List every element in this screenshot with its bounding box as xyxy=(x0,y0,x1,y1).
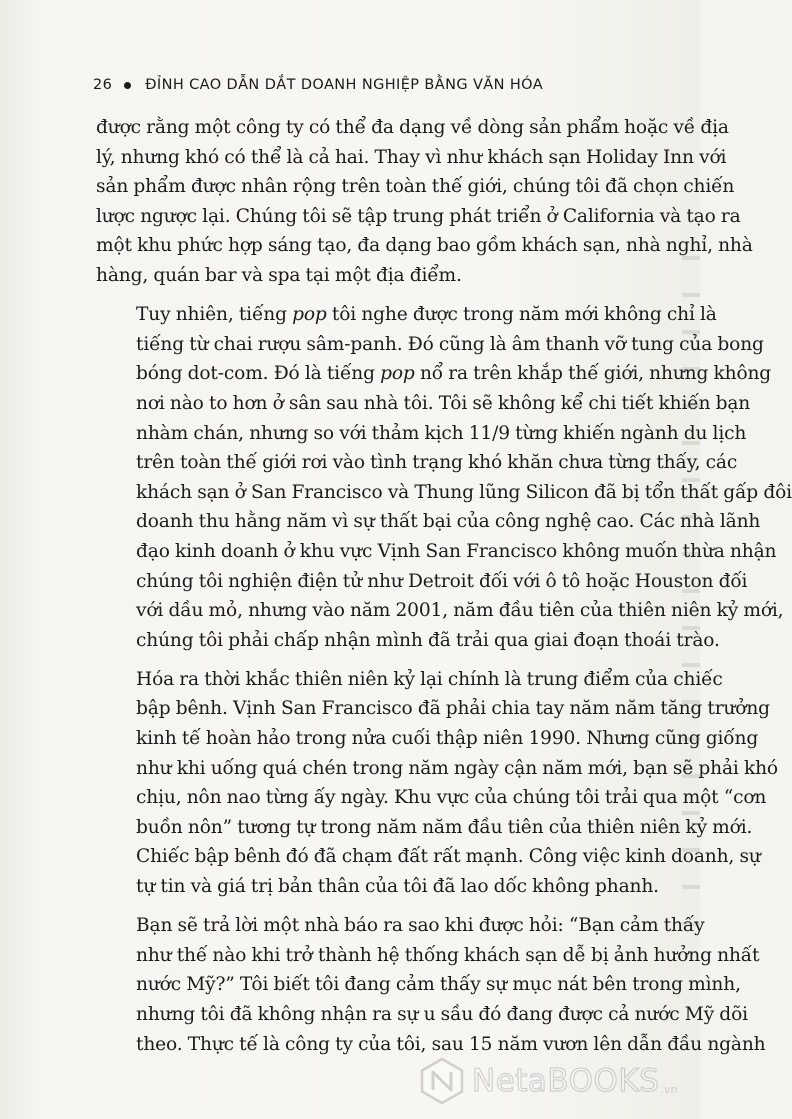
text-line: với dầu mỏ, nhưng vào năm 2001, năm đầu tiên của thiên niên kỷ mới, xyxy=(136,600,784,622)
page-number: 26 xyxy=(93,77,113,93)
text-line: doanh thu hằng năm vì sự thất bại của công nghệ cao. Các nhà lãnh xyxy=(136,511,761,533)
text-line: như khi uống quá chén trong năm ngày cận năm mới, bạn sẽ phải khó xyxy=(136,757,778,779)
netabooks-logo-icon xyxy=(418,1057,466,1105)
paragraph xyxy=(96,113,753,291)
body-text xyxy=(96,113,792,1059)
book-title: ĐỈNH CAO DẪN DẮT DOANH NGHIỆP BẰNG VĂN HÓA xyxy=(145,77,544,93)
text-line: lược ngược lại. Chúng tôi sẽ tập trung phát triển ở California và tạo ra xyxy=(96,205,741,227)
watermark-suffix: .vn xyxy=(660,1083,678,1096)
text-line: như thế nào khi trở thành hệ thống khách sạn dễ bị ảnh hưởng nhất xyxy=(136,944,760,966)
text-line: được rằng một công ty có thể đa dạng về dòng sản phẩm hoặc về địa xyxy=(96,117,729,138)
text-line: khách sạn ở San Francisco và Thung lũng Silicon đã bị tổn thất gấp đôi xyxy=(136,481,792,503)
text-line: chúng tôi nghiện điện tử như Detroit đối với ô tô hoặc Houston đối xyxy=(136,570,748,592)
text-line: một khu phức hợp sáng tạo, đa dạng bao gồm khách sạn, nhà nghỉ, nhà xyxy=(96,235,753,257)
text-line: buồn nôn” tương tự trong năm năm đầu tiên của thiên niên kỷ mới. xyxy=(136,816,753,838)
text-line: nhưng tôi đã không nhận ra sự u sầu đó đang được cả nước Mỹ dõi xyxy=(136,1004,748,1025)
text-line: theo. Thực tế là công ty của tôi, sau 15 năm vươn lên dẫn đầu ngành xyxy=(136,1033,766,1055)
text-line: nước Mỹ?” Tôi biết tôi đang cảm thấy sự mục nát bên trong mình, xyxy=(136,974,741,996)
text-line: tiếng từ chai rượu sâm-panh. Đó cũng là âm thanh vỡ tung của bong xyxy=(136,333,764,355)
netabooks-watermark xyxy=(418,1052,677,1110)
running-header xyxy=(93,74,653,96)
paragraph xyxy=(96,911,766,1059)
text-line: trên toàn thế giới rơi vào tình trạng khó khăn chưa từng thấy, các xyxy=(136,452,738,474)
text-line: bập bênh. Vịnh San Francisco đã phải chia tay năm năm tăng trưởng xyxy=(136,698,770,720)
watermark-text: NetaBOOKS xyxy=(472,1063,660,1099)
paragraph xyxy=(96,665,778,902)
text-line: sản phẩm được nhân rộng trên toàn thế giới, chúng tôi đã chọn chiến xyxy=(96,176,735,198)
text-line: chúng tôi phải chấp nhận mình đã trải qua giai đoạn thoái trào. xyxy=(136,629,720,651)
text-line: đạo kinh doanh ở khu vực Vịnh San Francisco không muốn thừa nhận xyxy=(136,540,777,562)
text-line: Hóa ra thời khắc thiên niên kỷ lại chính là trung điểm của chiếc xyxy=(136,668,723,690)
text-line: chịu, nôn nao từng ấy ngày. Khu vực của chúng tôi trải qua một “cơn xyxy=(136,787,767,809)
text-line: hàng, quán bar và spa tại một địa điểm. xyxy=(96,264,462,286)
text-line: Tuy nhiên, tiếng pop tôi nghe được trong năm mới không chỉ là xyxy=(136,304,717,326)
paragraph xyxy=(96,300,792,655)
text-line: Bạn sẽ trả lời một nhà báo ra sao khi được hỏi: “Bạn cảm thấy xyxy=(136,915,705,937)
text-line: bóng dot-com. Đó là tiếng pop nổ ra trên khắp thế giới, nhưng không xyxy=(136,363,772,385)
text-line: nơi nào to hơn ở sân sau nhà tôi. Tôi sẽ không kể chi tiết khiến bạn xyxy=(136,392,751,414)
text-line: nhàm chán, nhưng so với thảm kịch 11/9 từng khiến ngành du lịch xyxy=(136,422,747,444)
bullet-separator xyxy=(124,82,131,89)
text-line: kinh tế hoàn hảo trong nửa cuối thập niên 1990. Nhưng cũng giống xyxy=(136,728,759,750)
text-line: tự tin và giá trị bản thân của tôi đã lao dốc không phanh. xyxy=(136,876,659,898)
text-line: Chiếc bập bênh đó đã chạm đất rất mạnh. Công việc kinh doanh, sự xyxy=(136,846,761,868)
text-line: lý, nhưng khó có thể là cả hai. Thay vì như khách sạn Holiday Inn với xyxy=(96,146,727,168)
